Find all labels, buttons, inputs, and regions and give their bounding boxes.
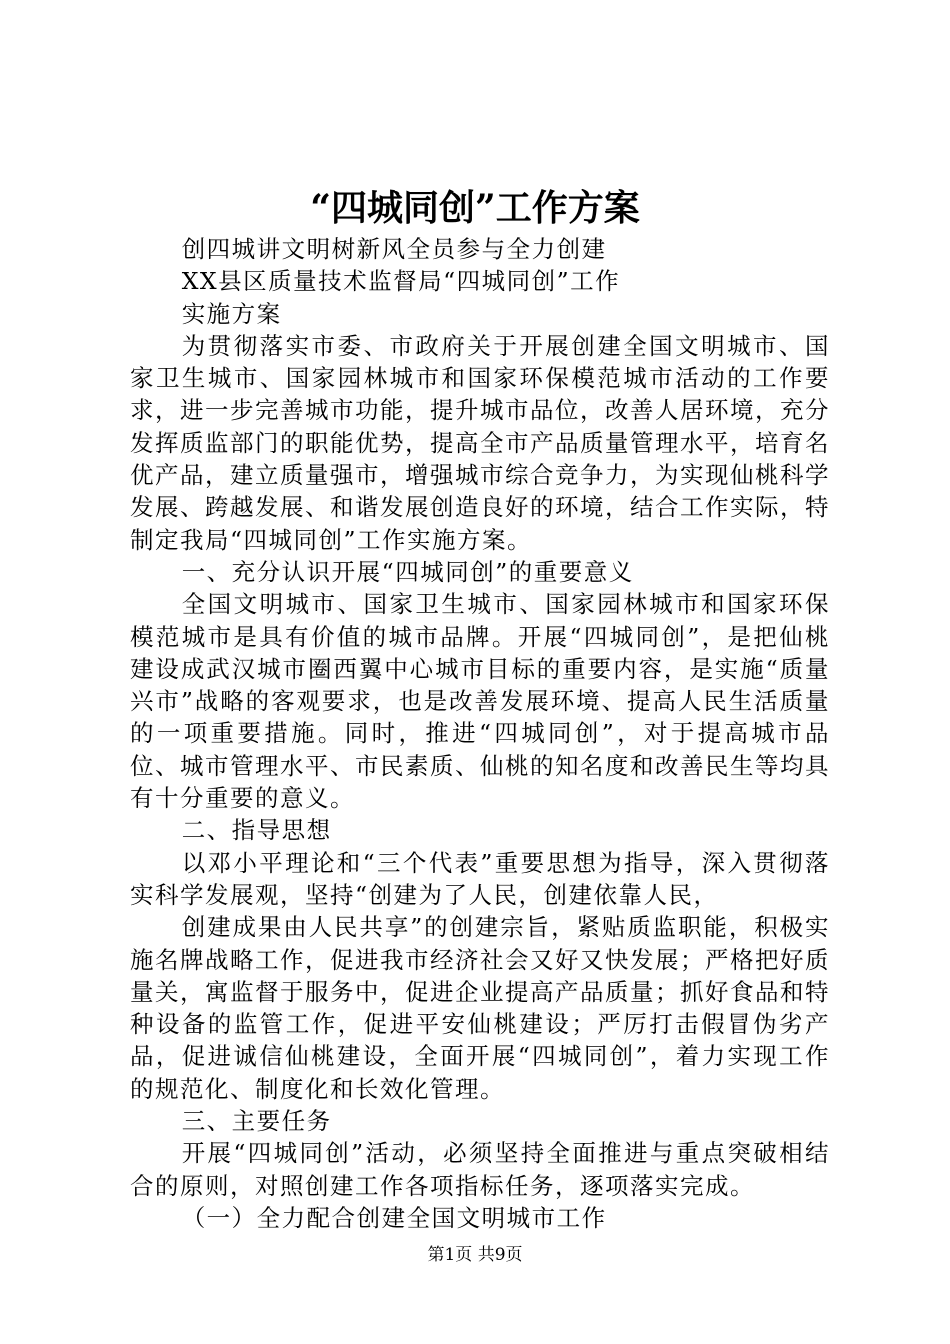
paragraph-intro: 为贯彻落实市委、市政府关于开展创建全国文明城市、国家卫生城市、国家园林城市和国家环保模范城市活动的工作要求，进一步完善城市功能，提升城市品位，改善人居环境，充分发挥质监部门的职能优势，提高全市产品质量管理水平，培育名优产品，建立质量强市，增强城市综合竞争力，为实现仙桃科学发展、跨越发展、和谐发展创造良好的环境，结合工作实际，特制定我局“四城同创”工作实施方案。 bbox=[130, 331, 830, 554]
paragraph-significance: 全国文明城市、国家卫生城市、国家园林城市和国家环保模范城市是具有价值的城市品牌。开展“四城同创”，是把仙桃建设成武汉城市圈西翼中心城市目标的重要内容，是实施“质量兴市”战略的客观要求，也是改善发展环境、提高人民生活质量的一项重要措施。同时，推进“四城同创”，对于提高城市品位、城市管理水平、市民素质、仙桃的知名度和改善民生等均具有十分重要的意义。 bbox=[130, 590, 830, 813]
document-body bbox=[130, 233, 830, 1234]
page-number: 第1页 共9页 bbox=[427, 1245, 523, 1265]
paragraph-guiding-2: 创建成果由人民共享”的创建宗旨，紧贴质监职能，积极实施名牌战略工作，促进我市经济社会又好又快发展；严格把好质量关，寓监督于服务中，促进企业提高产品质量；抓好食品和特种设备的监管工作，促进平安仙桃建设；严厉打击假冒伪劣产品，促进诚信仙桃建设，全面开展“四城同创”，着力实现工作的规范化、制度化和长效化管理。 bbox=[130, 913, 830, 1103]
section-heading-2: 二、指导思想 bbox=[181, 816, 332, 845]
subsection-heading-1: （一）全力配合创建全国文明城市工作 bbox=[181, 1203, 607, 1232]
paragraph-subtitle-plan: 实施方案 bbox=[181, 299, 282, 328]
paragraph-subtitle: XX县区质量技术监督局“四城同创”工作 bbox=[181, 267, 621, 296]
paragraph-slogan: 创四城讲文明树新风全员参与全力创建 bbox=[181, 235, 607, 263]
paragraph-guiding-1: 以邓小平理论和“三个代表”重要思想为指导，深入贯彻落实科学发展观，坚持“创建为了人民，创建依靠人民， bbox=[130, 848, 830, 909]
document-title: “四城同创”工作方案 bbox=[310, 187, 640, 229]
section-heading-3: 三、主要任务 bbox=[181, 1107, 332, 1136]
paragraph-tasks: 开展“四城同创”活动，必须坚持全面推进与重点突破相结合的原则，对照创建工作各项指标任务，逐项落实完成。 bbox=[130, 1139, 830, 1200]
section-heading-1: 一、充分认识开展“四城同创”的重要意义 bbox=[181, 557, 634, 586]
